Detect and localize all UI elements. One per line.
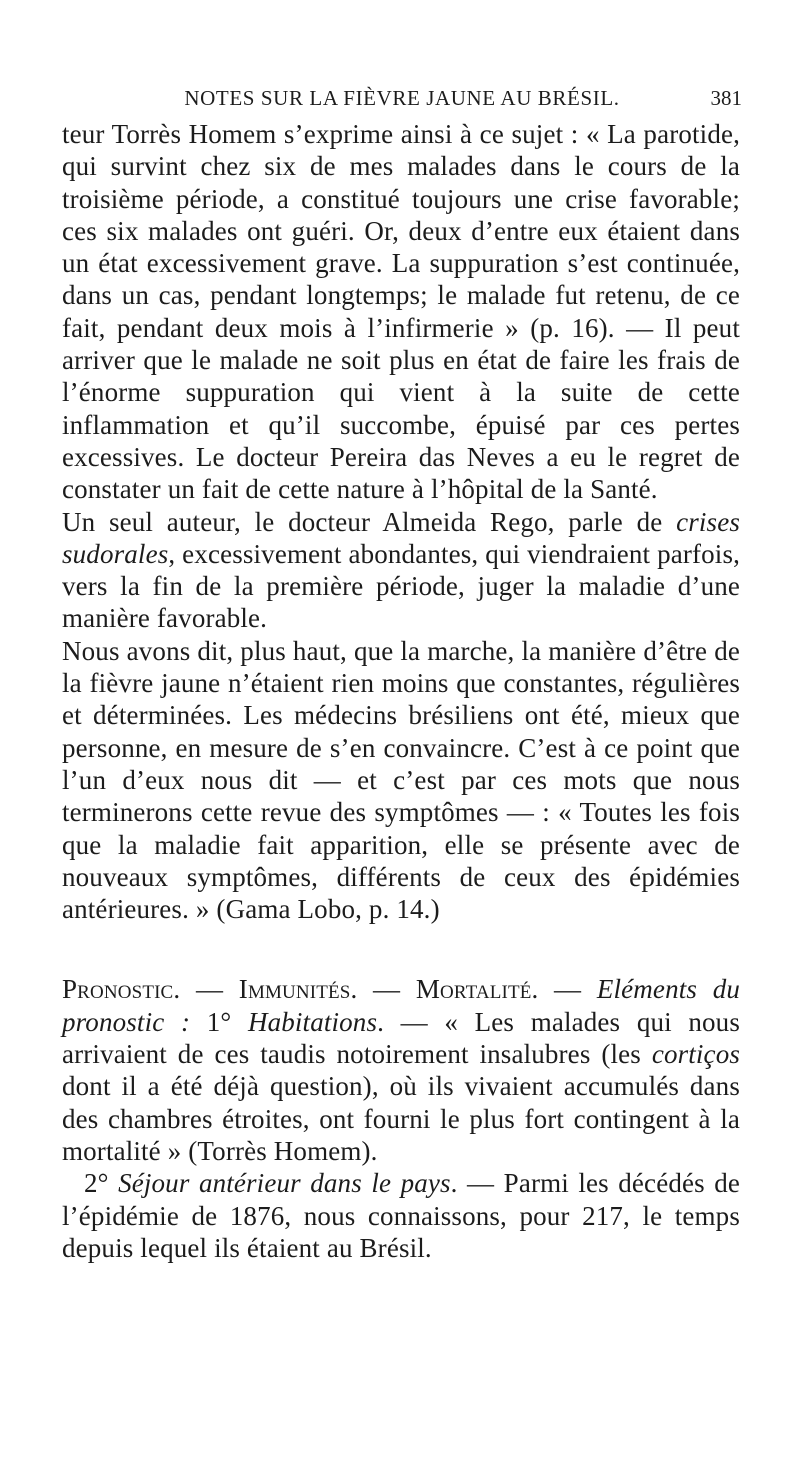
italic-term: cortiços xyxy=(651,1039,740,1070)
section-heading-mortalite: Mortalité xyxy=(415,974,532,1005)
running-head xyxy=(62,86,742,116)
paragraph-text: teur Torrès Homem s’exprime ainsi à ce sujet : « La parotide, qui survint chez six de mes malades dans le cours de la troisième période, a constitué toujours une crise favorable; ces six malades ont guéri. Or, deux d’entre eux étaient dans un état excessivement grave. La suppuration s’est continuée, dans un cas, pendant longtemps; le malade fut retenu, de ce fait, pendant deux mois à l’infirmerie » (p. 16). — Il peut arriver que le malade ne soit plus en état de faire les frais de l’énorme suppuration qui vient à la suite de cette inflammation et qu’il succombe, épuisé par ces pertes excessives. Le docteur Pereira das Neves a eu le regret de constater un fait de cette nature à l’hôpital de la Santé. xyxy=(62,119,740,505)
running-title: NOTES SUR LA FIÈVRE JAUNE AU BRÉSIL. xyxy=(184,86,620,110)
paragraph-sejour xyxy=(62,1167,740,1264)
paragraph-text: . — Parmi les décédés de l’épidémie de 1876, nous connaissons, pour 217, le temps depuis lequel ils étaient au Brésil. xyxy=(62,1168,741,1263)
heading-separator: . — xyxy=(531,974,597,1005)
body-text xyxy=(62,118,740,1264)
paragraph-symptomes xyxy=(62,635,740,926)
page-number: 381 xyxy=(710,86,742,110)
section-subtitle: Eléments du pronostic : xyxy=(62,974,741,1037)
section-gap xyxy=(62,925,740,973)
paragraph-text: Un seul auteur, le docteur Almeida Rego, parle de xyxy=(62,506,677,537)
section-heading-immunites: Immunités xyxy=(238,974,351,1005)
paragraph-parotide xyxy=(62,118,740,506)
item-number: 1° xyxy=(190,1006,248,1037)
item-number: 2° xyxy=(84,1168,119,1199)
paragraph-text: dont il a été déjà question), où ils vivaient accumulés dans des chambres étroites, ont fourni le plus fort contingent à la mortalité » (Torrès Homem). xyxy=(62,1071,740,1166)
paragraph-text: Nous avons dit, plus haut, que la marche, la manière d’être de la fièvre jaune n’étaient rien moins que constantes, régulières et déterminées. Les médecins brésiliens ont été, mieux que personne, en mesure de s’en convaincre. C’est à ce point que l’un d’eux nous dit — et c’est par ces mots que nous terminerons cette revue des symptômes — : « Toutes les fois que la maladie fait apparition, elle se présente avec de nouveaux symptômes, différents de ceux des épidémies antérieures. » (Gama Lobo, p. 14.) xyxy=(62,635,740,925)
subheading-sejour: Séjour antérieur dans le pays xyxy=(118,1168,451,1199)
section-heading-pronostic: Pronostic xyxy=(62,974,174,1005)
heading-separator: . — xyxy=(173,974,239,1005)
subheading-habitations: Habitations xyxy=(247,1006,378,1037)
paragraph-text: . — « Les malades qui nous arrivaient de ces taudis notoirement insalubres (les xyxy=(62,1006,740,1070)
heading-separator: . — xyxy=(350,974,416,1005)
paragraph-text: , excessivement abondantes, qui viendraient parfois, vers la fin de la première période, juger la maladie d’une manière favorable. xyxy=(62,538,740,634)
italic-term: crises sudorales xyxy=(62,506,740,569)
section-pronostic xyxy=(62,973,740,1167)
paragraph-crises-sudorales xyxy=(62,506,740,635)
